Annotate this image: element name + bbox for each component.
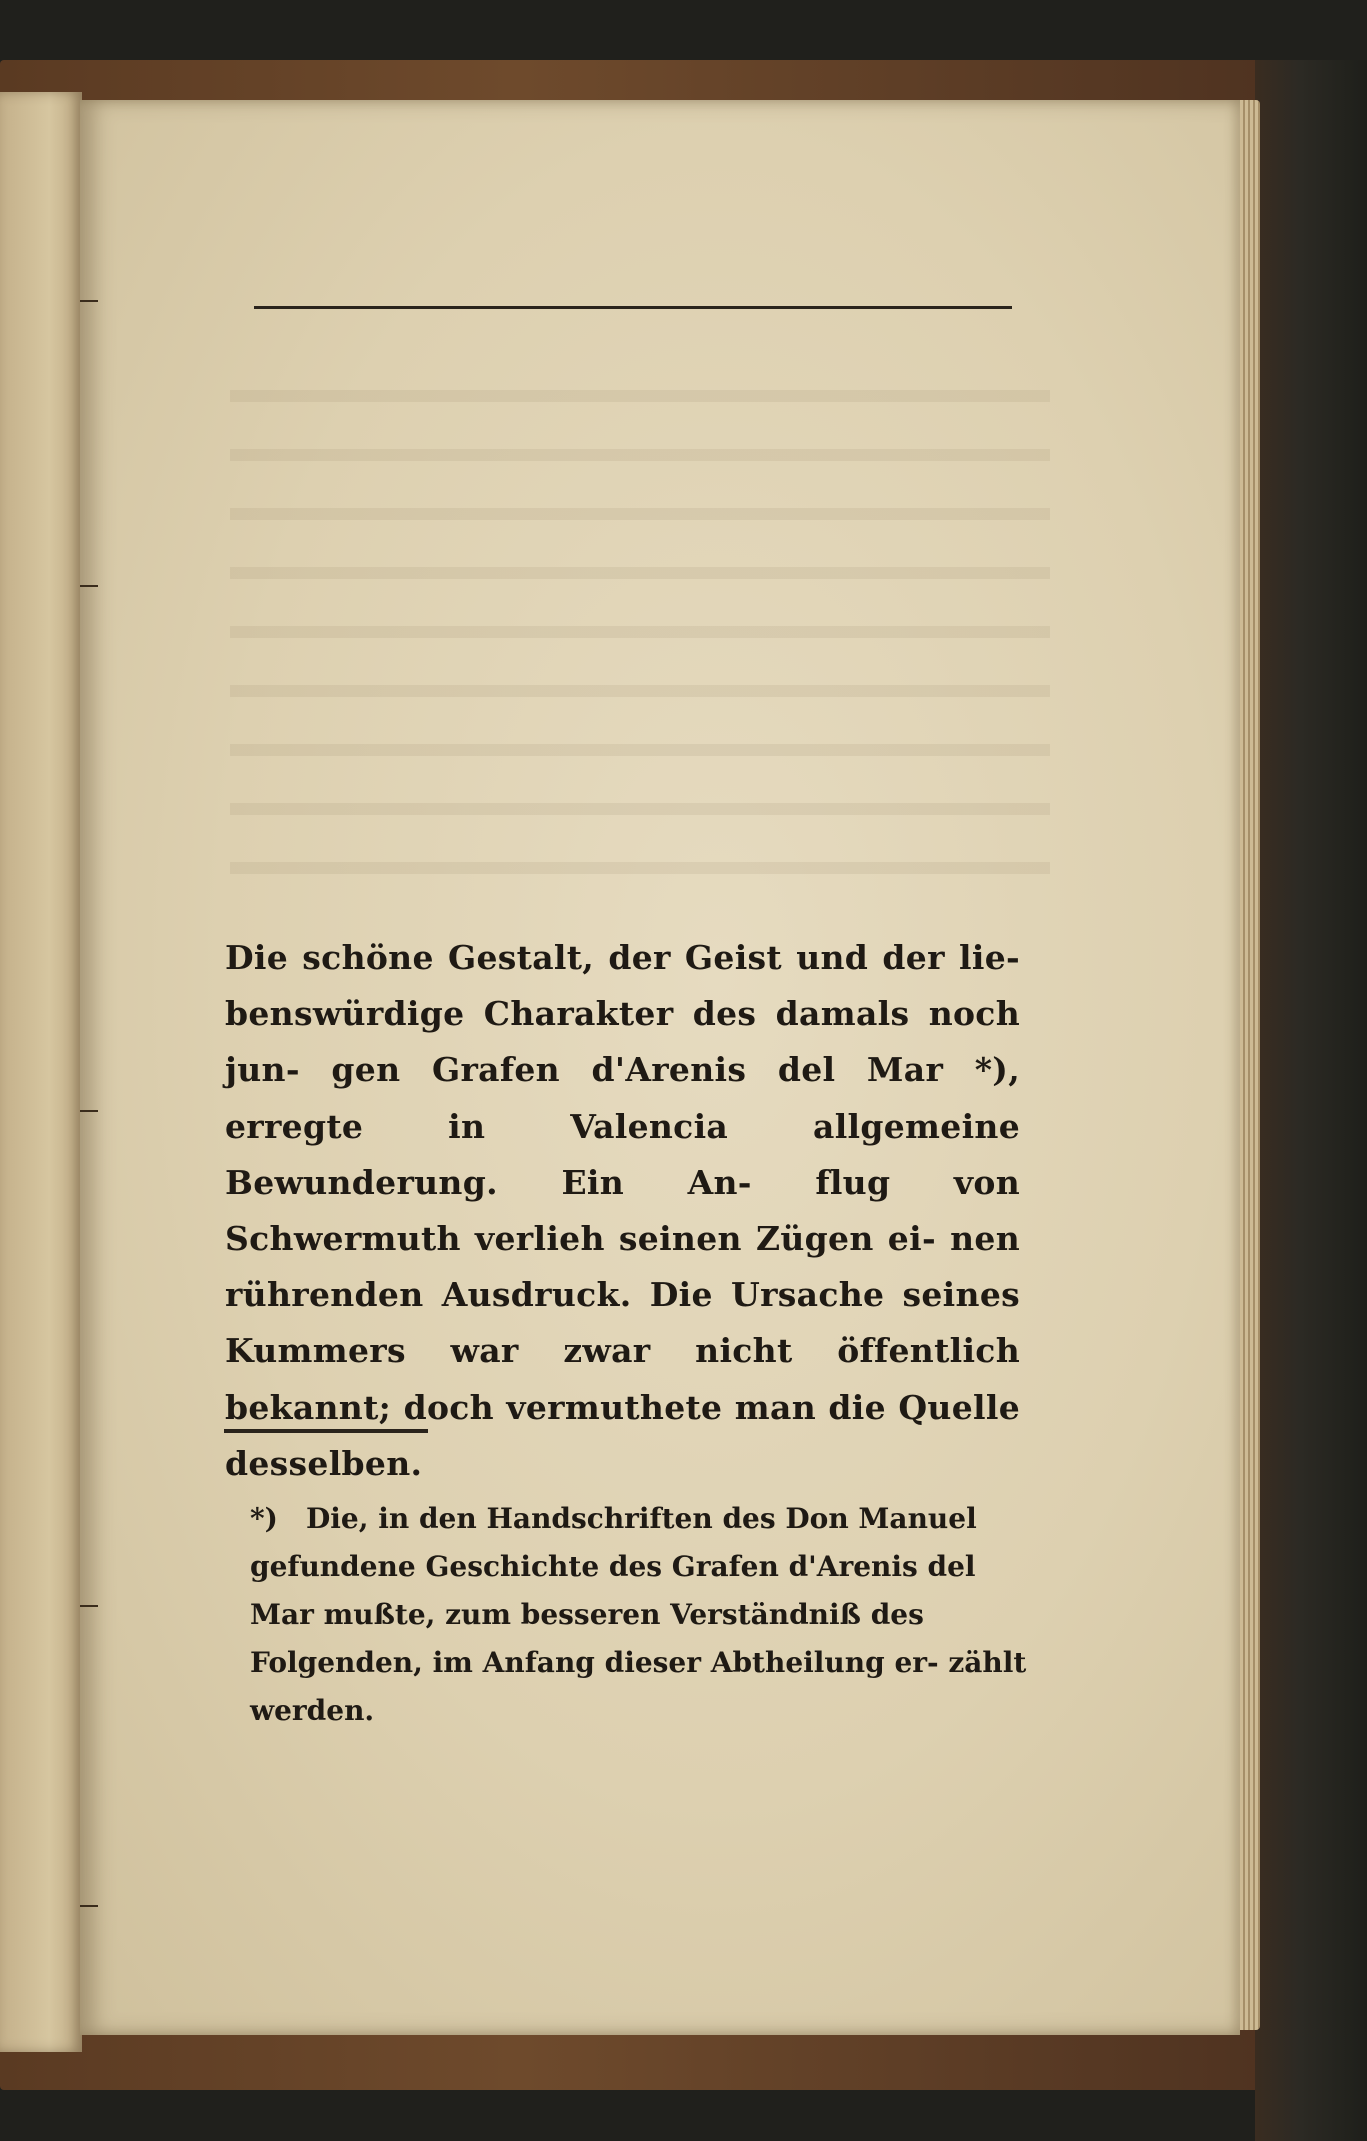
binding-thread-mark [80,1605,98,1607]
bleed-through-text [230,350,1050,910]
facing-page-edge [0,92,82,2052]
footnote-marker: *) [250,1502,278,1535]
body-paragraph: Die schöne Gestalt, der Geist und der lie- benswürdige Charakter des damals noch jun- gen Grafen d'Arenis del Mar *), erregte in Valencia allgemeine Bewunderung. Ein An- flug von Schwermuth verlieh seinen Zügen ei- nen rührenden Ausdruck. Die Ursache seines Kummers war zwar nicht öffentlich bekannt; doch vermuthete man die Quelle desselben. [225,938,1020,1483]
footnote-rule [224,1429,428,1433]
header-rule [254,306,1012,309]
binding-thread-mark [80,1110,98,1112]
binding-thread-mark [80,585,98,587]
binding-thread-mark [80,1905,98,1907]
binding-thread-mark [80,300,98,302]
footnote-text: Die, in den Handschriften des Don Manuel gefundene Geschichte des Grafen d'Arenis del Mar mußte, zum besseren Verständniß des Folgenden, im Anfang dieser Abtheilung er- zählt werden. [250,1502,1027,1727]
background-shadow [1255,60,1367,2141]
footnote [250,1495,1030,1735]
